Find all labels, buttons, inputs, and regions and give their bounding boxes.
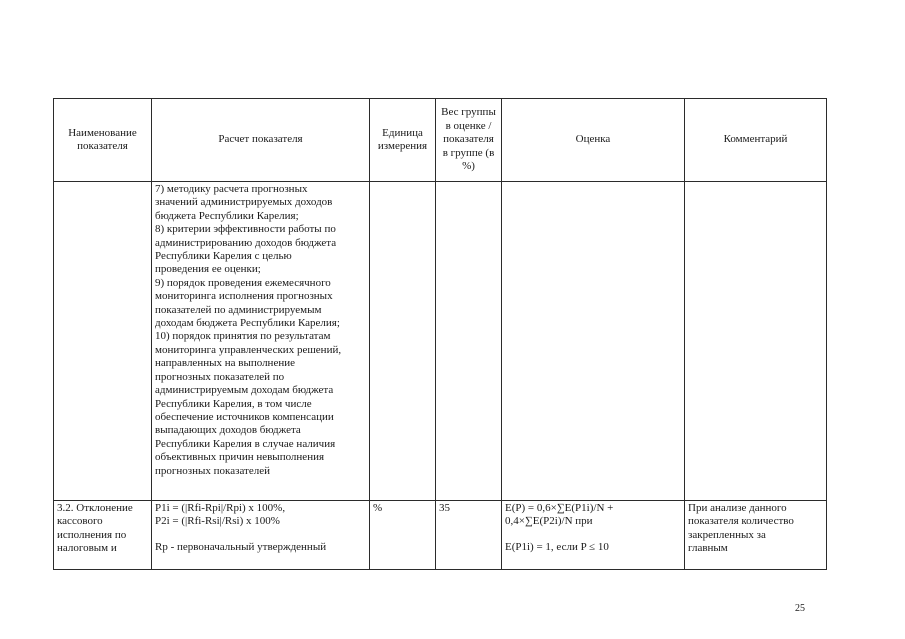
text-line: прогнозных показателей	[155, 464, 270, 477]
text-line: Республики Карелия, в том числе	[155, 397, 312, 410]
formula-line: 0,4×∑E(P2i)/N при	[505, 515, 593, 528]
header-text: Наименование	[68, 126, 137, 139]
text-line: значений администрируемых доходов	[155, 196, 333, 209]
header-text: показателя	[443, 133, 494, 146]
cell-calculation	[152, 182, 370, 501]
weight-value: 35	[439, 502, 450, 514]
cell-unit	[370, 182, 436, 501]
text-line: выпадающих доходов бюджета	[155, 424, 301, 437]
text-line: мониторинга исполнения прогнозных	[155, 290, 333, 303]
header-indicator-name	[54, 99, 152, 182]
header-weight	[436, 99, 502, 182]
text-line: закрепленных за	[688, 528, 766, 541]
text-line: проведения ее оценки;	[155, 263, 261, 276]
text-line: 8) критерии эффективности работы по	[155, 223, 336, 236]
formula-line: P1i = (|Rfi-Rpi|/Rpi) x 100%,	[155, 502, 286, 514]
text-line: кассового	[57, 515, 103, 528]
header-text: Комментарий	[723, 133, 788, 146]
header-unit	[370, 99, 436, 182]
formula-line: E(P) = 0,6×∑E(P1i)/N +	[505, 502, 614, 514]
header-text: измерения	[377, 140, 428, 152]
unit-value: %	[373, 502, 383, 514]
header-text: Единица	[382, 126, 423, 139]
text-line: показателя количество	[688, 515, 794, 528]
cell-calculation	[152, 501, 370, 570]
spacer	[505, 529, 681, 541]
text-line: Республики Карелия с целью	[155, 250, 292, 263]
header-text: показателя	[77, 140, 128, 152]
header-text: %)	[462, 160, 475, 173]
text-line: бюджета Республики Карелия;	[155, 209, 299, 222]
text-line: 10) порядок принятия по результатам	[155, 330, 331, 343]
text-line: прогнозных показателей по	[155, 370, 285, 383]
header-text: Оценка	[575, 133, 611, 146]
text-line: 3.2. Отклонение	[57, 502, 133, 514]
text-line: администрированию доходов бюджета	[155, 236, 337, 249]
header-calculation	[152, 99, 370, 182]
text-line: исполнения по	[57, 528, 127, 541]
cell-weight	[436, 182, 502, 501]
text-line: мониторинга управленческих решений,	[155, 343, 342, 356]
text-line: налоговым и	[57, 542, 117, 555]
cell-score	[502, 182, 685, 501]
spacer	[155, 529, 366, 541]
text-line: направленных на выполнение	[155, 357, 295, 370]
cell-comment	[685, 182, 827, 501]
header-comment	[685, 99, 827, 182]
header-text: в группе (в	[442, 146, 495, 159]
text-line: 9) порядок проведения ежемесячного	[155, 276, 331, 289]
table-header-row	[54, 99, 827, 182]
text-line: главным	[688, 542, 728, 555]
text-line: обеспечение источников компенсации	[155, 410, 334, 423]
table-row	[54, 501, 827, 570]
text-line: объективных причин невыполнения	[155, 451, 325, 464]
cell-comment	[685, 501, 827, 570]
text-line: Rp - первоначальный утвержденный	[155, 540, 327, 553]
formula-line: E(P1i) = 1, если P ≤ 10	[505, 540, 609, 553]
header-score	[502, 99, 685, 182]
text-line: Республики Карелия в случае наличия	[155, 437, 336, 450]
text-line: 7) методику расчета прогнозных	[155, 183, 308, 195]
indicator-table	[53, 98, 827, 570]
header-text: Расчет показателя	[218, 133, 303, 146]
header-text: в оценке /	[445, 119, 492, 132]
formula-line: P2i = (|Rfi-Rsi|/Rsi) x 100%	[155, 515, 280, 528]
page-number: 25	[795, 603, 805, 614]
cell-weight	[436, 501, 502, 570]
cell-name	[54, 182, 152, 501]
text-line: доходам бюджета Республики Карелия;	[155, 317, 340, 330]
header-text: Вес группы	[441, 106, 496, 119]
text-line: показателей по администрируемым	[155, 303, 322, 316]
text-line: администрируемым доходам бюджета	[155, 384, 334, 397]
text-line: При анализе данного	[688, 502, 787, 514]
table-row	[54, 182, 827, 501]
cell-score	[502, 501, 685, 570]
cell-name	[54, 501, 152, 570]
cell-unit	[370, 501, 436, 570]
